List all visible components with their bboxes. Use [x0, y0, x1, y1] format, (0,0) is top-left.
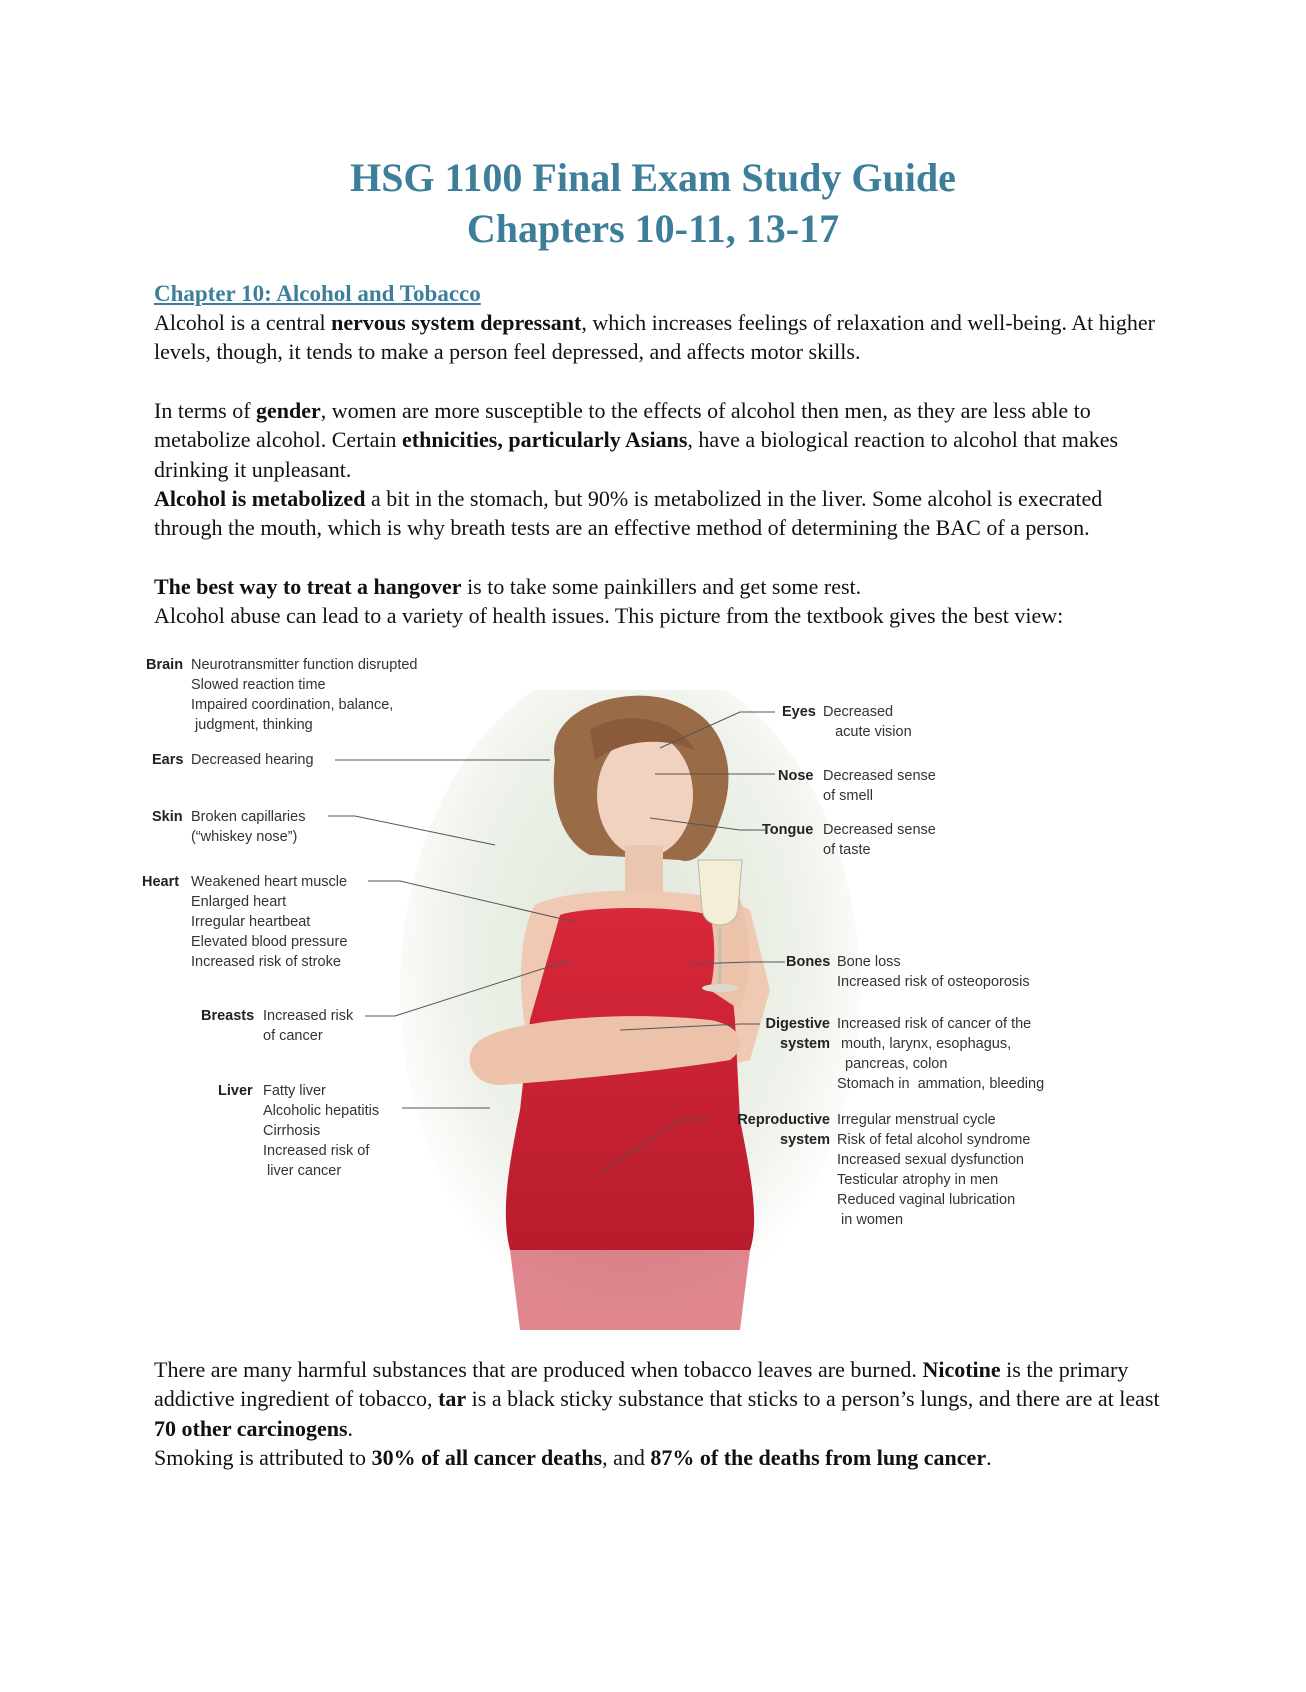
tongue-label-group — [762, 820, 813, 840]
reproductive-label-group — [730, 1110, 830, 1150]
text: Alcohol is a central — [154, 310, 332, 335]
text: In terms of — [154, 398, 257, 423]
organ-reproductive-system: Reproductive system — [737, 1112, 830, 1148]
text: is the primary addictive ingredient of tobacco, — [154, 1357, 1129, 1412]
text: is to take some painkillers and get some rest. — [461, 574, 862, 599]
breasts-label-group — [201, 1006, 254, 1026]
bold-text: Nicotine — [922, 1357, 1001, 1382]
text: a bit in the stomach, but 90% is metabolized in the liver. Some alcohol is execrated through the mouth, which is why breath tests are an effective method of determining the BAC of a person. — [154, 486, 1103, 541]
organ-breasts: Breasts — [201, 1008, 255, 1024]
text: is a black sticky substance that sticks to a person’s lungs, and there are at least — [466, 1386, 1160, 1412]
organ-liver: Liver — [218, 1083, 253, 1099]
digestive-effects: Increased risk of cancer of the mouth, larynx, esophagus, pancreas, colon Stomach in ammation, bleeding — [837, 1016, 1045, 1092]
tongue-effects: Decreased sense of taste — [823, 822, 936, 858]
paragraph-metabolism — [154, 484, 1164, 543]
paragraph-figure-intro: Alcohol abuse can lead to a variety of health issues. This picture from the textbook gives the best view: — [154, 603, 1064, 628]
text: , which increases feelings of relaxation and well-being. At higher levels, though, it tends to make a person feel depressed, and affects motor skills. — [154, 310, 1155, 365]
text: Smoking is attributed to — [154, 1445, 372, 1470]
organ-nose: Nose — [778, 768, 814, 784]
bones-label-group — [786, 952, 830, 972]
text: , have a biological reaction to alcohol that makes drinking it unpleasant. — [154, 427, 1119, 482]
bold-text: Alcohol is metabolized — [154, 486, 366, 511]
paragraph-tobacco-substances — [154, 1355, 1164, 1443]
reproductive-effects: Irregular menstrual cycle Risk of fetal alcohol syndrome Increased sexual dysfunction Testicular atrophy in men Reduced vaginal lubrication in women — [837, 1112, 1031, 1228]
organ-ears: Ears — [152, 752, 184, 768]
document-subtitle: Chapters 10-11, 13-17 — [466, 206, 840, 251]
text: There are many harmful substances that are produced when tobacco leaves are burned. — [154, 1357, 923, 1382]
wine-glass-bowl — [698, 860, 742, 925]
bold-text: 30% of all cancer deaths — [371, 1445, 603, 1470]
paragraph-hangover — [154, 572, 1164, 601]
brain-effects: Neurotransmitter function disrupted Slowed reaction time Impaired coordination, balance, judgment, thinking — [191, 657, 418, 733]
skirt-fade — [510, 1250, 750, 1330]
bold-text: gender — [256, 398, 321, 423]
ears-label-group — [152, 750, 183, 770]
liver-label-group — [218, 1081, 253, 1101]
neck-shape — [625, 845, 663, 895]
bold-text: 87% of the deaths from lung cancer — [650, 1445, 987, 1470]
text: , women are more susceptible to the effects of alcohol then men, as they are less able to metabolize alcohol. Certain — [154, 398, 1091, 453]
document-title: HSG 1100 Final Exam Study Guide — [350, 155, 956, 200]
bones-effects: Bone loss Increased risk of osteoporosis — [837, 954, 1030, 990]
eyes-label-group — [782, 702, 816, 722]
paragraph-gender — [154, 396, 1164, 484]
text: . — [347, 1415, 353, 1441]
text: . — [986, 1445, 992, 1470]
organ-skin: Skin — [152, 809, 183, 825]
organ-heart: Heart — [142, 874, 180, 890]
organ-digestive-system: Digestive system — [765, 1016, 830, 1052]
eyes-effects: Decreased acute vision — [823, 704, 912, 740]
text: , and — [602, 1445, 651, 1470]
wine-glass-base — [702, 984, 738, 992]
paragraph-smoking-stats — [154, 1443, 1164, 1472]
nose-effects: Decreased sense of smell — [823, 768, 936, 804]
skin-label-group — [152, 807, 183, 827]
heart-effects: Weakened heart muscle Enlarged heart Irregular heartbeat Elevated blood pressure Increased risk of stroke — [191, 874, 348, 970]
ears-effects: Decreased hearing — [191, 752, 314, 768]
breasts-effects: Increased risk of cancer — [263, 1008, 354, 1044]
digestive-label-group — [760, 1014, 830, 1054]
liver-effects: Fatty liver Alcoholic hepatitis Cirrhosis Increased risk of liver cancer — [263, 1083, 380, 1179]
bold-text: The best way to treat a hangover — [154, 574, 462, 599]
bold-text: nervous system depressant — [331, 310, 582, 335]
organ-tongue: Tongue — [762, 822, 814, 838]
chapter-heading: Chapter 10: Alcohol and Tobacco — [154, 281, 481, 306]
skin-effects: Broken capillaries (“whiskey nose”) — [191, 809, 306, 845]
brain-label-group — [146, 655, 183, 675]
nose-label-group — [778, 766, 813, 786]
bold-text: ethnicities, particularly Asians — [402, 427, 688, 453]
alcohol-effects-figure — [142, 657, 1150, 1330]
organ-brain: Brain — [146, 657, 184, 673]
organ-eyes: Eyes — [782, 704, 816, 720]
face-shape — [597, 733, 693, 857]
heart-label-group — [142, 872, 179, 892]
organ-bones: Bones — [786, 954, 831, 970]
paragraph-alcohol-depressant — [154, 308, 1164, 367]
bold-text: 70 other carcinogens — [154, 1415, 348, 1441]
bold-text: tar — [438, 1386, 467, 1412]
